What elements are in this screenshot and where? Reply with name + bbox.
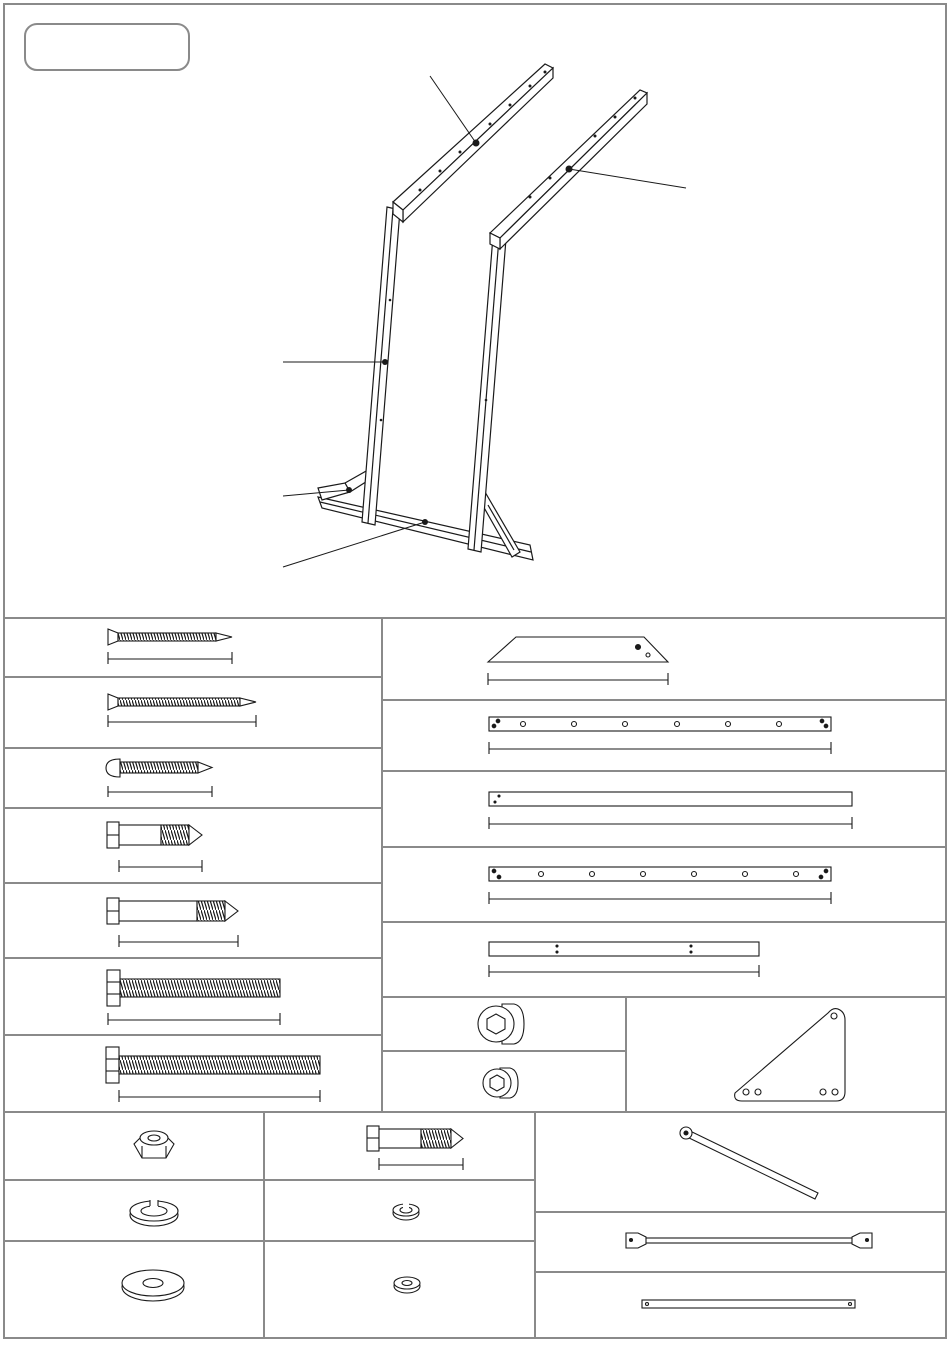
plain-beam-icon (489, 792, 852, 829)
flat-washer-icon (122, 1270, 184, 1301)
rod-icon (626, 1233, 872, 1248)
drilled-beam-icon (489, 867, 831, 904)
countersunk-screw-icon (108, 694, 256, 727)
hex-bolt-icon (107, 970, 280, 1025)
split-washer-icon (393, 1203, 419, 1220)
flat-washer-icon (394, 1277, 420, 1293)
drilled-beam-icon (489, 717, 831, 754)
triangle-bracket-icon (735, 1009, 845, 1101)
split-washer-icon (130, 1199, 178, 1226)
lock-nut-icon (134, 1131, 174, 1158)
socket-cap-icon (483, 1068, 518, 1098)
lag-bolt-icon (107, 822, 202, 872)
strap-icon (642, 1300, 855, 1308)
angled-board-icon (488, 637, 668, 685)
lag-bolt-icon (367, 1126, 463, 1170)
rod-icon (680, 1127, 818, 1199)
short-beam-icon (489, 942, 759, 977)
countersunk-screw-icon (108, 629, 232, 664)
header-badge (25, 24, 189, 70)
hex-bolt-icon (106, 1047, 320, 1102)
pan-head-screw-icon (106, 759, 212, 797)
socket-cap-icon (478, 1004, 524, 1044)
frame-assembly-illustration (318, 64, 647, 560)
lag-bolt-icon (107, 898, 238, 947)
